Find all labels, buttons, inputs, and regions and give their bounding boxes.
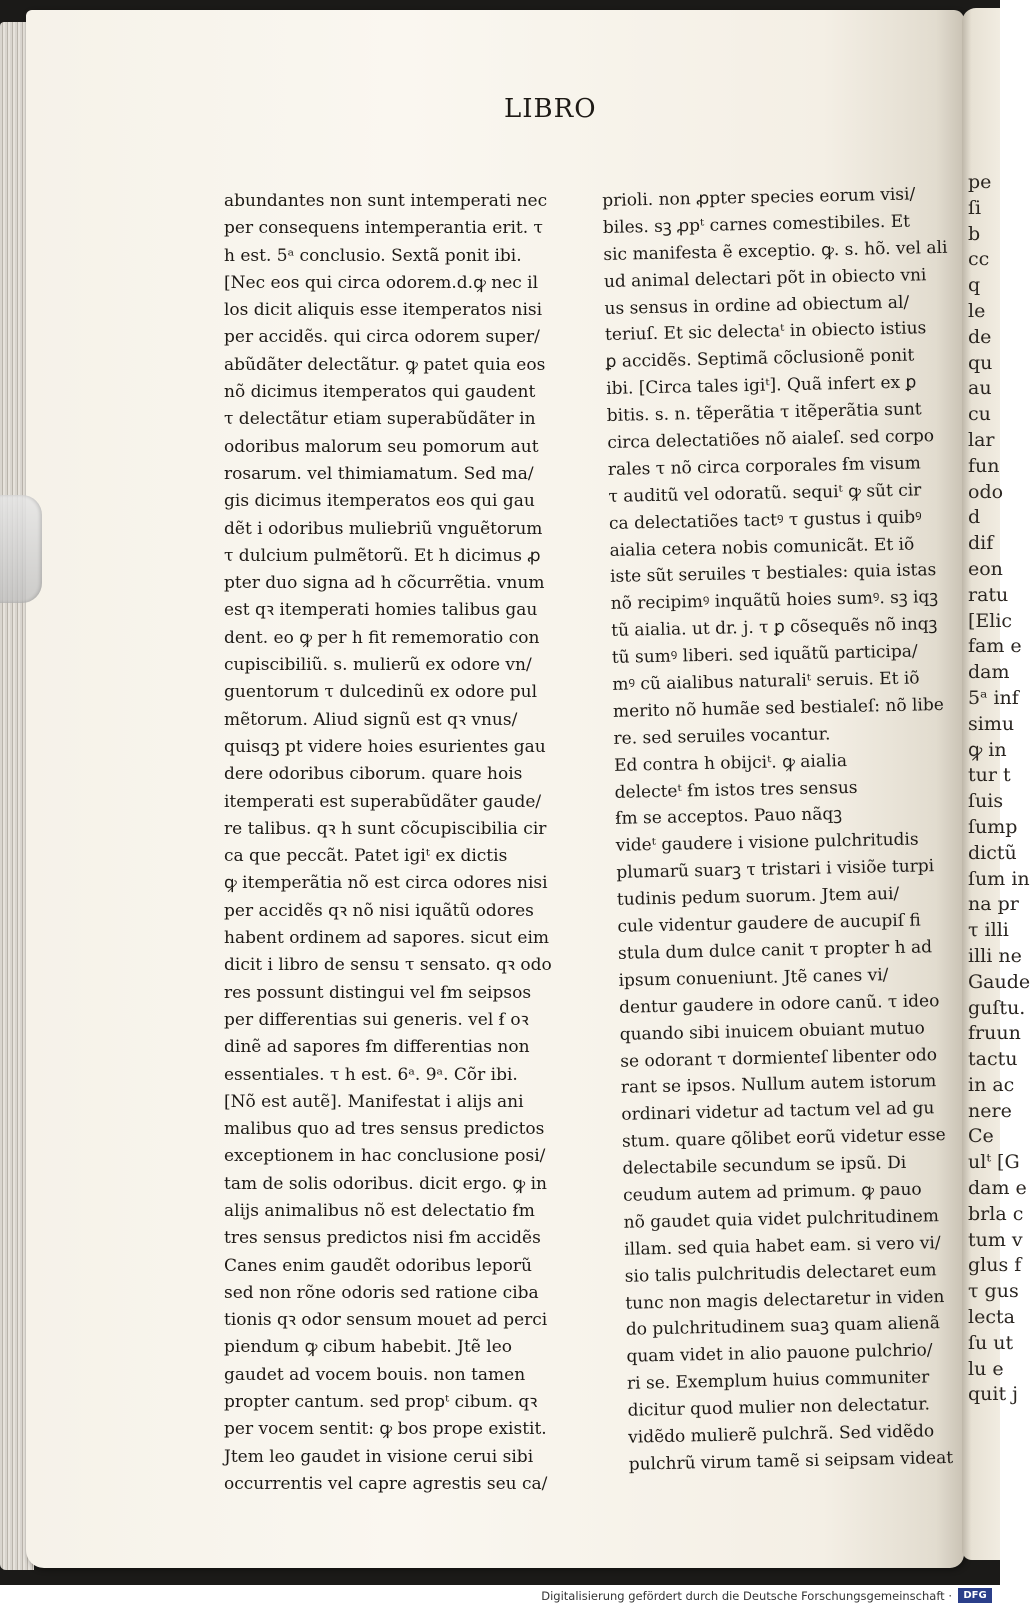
text-line: dam: [968, 661, 1010, 684]
text-column-right: [602, 181, 954, 1478]
text-line: tunc non magis delectaretur in viden: [625, 1286, 945, 1314]
funding-credit: Digitalisierung gefördert durch die Deutsche Forschungsgemeinschaft ·: [541, 1589, 952, 1603]
text-line: na pr: [968, 893, 1019, 916]
text-line: ud animal delectari põt in obiecto vni: [603, 264, 927, 292]
text-line: sed non rõne odoris sed ratione ciba: [224, 1282, 539, 1303]
text-line: ſi: [968, 196, 982, 219]
text-line: occurrentis vel capre agrestis seu ca/: [224, 1473, 548, 1494]
text-line: abũdãter delectãtur. ꝙ patet quia eos: [224, 354, 546, 375]
text-line: tionis qꝛ odor sensum mouet ad perci: [224, 1310, 548, 1331]
text-line: tũ aialia. ut dr. j. τ ꝑ cõsequẽs nõ inqꝫ: [611, 614, 938, 642]
text-line: per accidẽs qꝛ nõ nisi iquãtũ odores: [224, 900, 534, 921]
text-line: le: [968, 299, 986, 322]
text-line: teriuſ. Et sic delectaᵗ in obiecto istius: [604, 318, 927, 346]
text-line: Ed contra h obijciᵗ. ꝙ aialia: [613, 750, 848, 776]
text-line: illi ne: [968, 944, 1022, 967]
text-line: us sensus in ordine ad obiectum al/: [604, 292, 910, 319]
book-clip: [0, 495, 42, 603]
text-line: dicitur quod mulier non delectatur.: [627, 1394, 931, 1421]
text-line: ordinari videtur ad tactum vel ad gu: [621, 1098, 935, 1126]
text-line: au: [968, 377, 992, 400]
text-line: piendum ꝙ cibum habebit. Jtẽ leo: [224, 1337, 512, 1358]
text-line: essentiales. τ h est. 6ᵃ. 9ᵃ. Cõr ibi.: [224, 1064, 518, 1085]
text-line: fam e: [968, 635, 1022, 658]
text-line: odo: [968, 480, 1004, 503]
text-line: per consequens intemperantia erit. τ: [224, 218, 543, 239]
text-line: brla c: [968, 1202, 1024, 1225]
text-line: rosarum. vel thimiamatum. Sed ma/: [224, 463, 534, 484]
text-line: gaudet ad vocem bouis. non tamen: [224, 1364, 526, 1385]
text-line: nõ recipimꝰ inquãtũ hoies sumꝰ. sꝫ iqꝫ: [610, 587, 939, 615]
facing-page-text: [968, 170, 1030, 1408]
text-line: tactu: [968, 1048, 1018, 1071]
text-line: b: [968, 222, 981, 245]
text-line: delectabile secundum se ipsũ. Di: [622, 1152, 907, 1179]
text-line: alijs animalibus nõ est delectatio ẜm: [224, 1200, 535, 1221]
text-line: τ delectãtur etiam superabũdãter in: [224, 409, 536, 430]
text-line: odoribus malorum seu pomorum aut: [224, 436, 539, 457]
text-line: rant se ipsos. Nullum autem istorum: [620, 1071, 937, 1099]
text-line: re talibus. qꝛ h sunt cõcupiscibilia cir: [224, 818, 547, 839]
text-line: guſtu.: [968, 996, 1026, 1019]
text-line: ipsum conueniunt. Jtẽ canes vi/: [618, 965, 889, 991]
text-line: rales τ nõ circa corporales ẜm visum: [607, 453, 922, 480]
text-line: illam. sed quia habet eam. si vero vi/: [624, 1232, 941, 1260]
running-head: LIBRO: [504, 94, 597, 124]
text-line: biles. sꝫ ꝓpᵗ carnes comestibiles. Et: [602, 211, 911, 238]
text-line: ꝙ itemperãtia nõ est circa odores nisi: [224, 873, 548, 894]
text-line: d: [968, 506, 981, 529]
text-line: malibus quo ad tres sensus predictos: [224, 1119, 545, 1140]
text-line: τ dulcium pulmẽtorũ. Et h dicimus ꝓ: [224, 545, 541, 566]
text-line: tudinis pedum suorum. Jtem aui/: [616, 884, 900, 910]
text-line: exceptionem in hac conclusione posi/: [224, 1146, 546, 1167]
text-line: ꝑ accidẽs. Septimã cõclusionẽ ponit: [605, 345, 915, 373]
text-line: glus f: [968, 1254, 1022, 1277]
text-line: per vocem sentit: ꝙ bos prope existit.: [224, 1419, 547, 1440]
text-line: dam e: [968, 1177, 1027, 1200]
text-line: quam videt in alio pauone pulchrio/: [626, 1340, 933, 1368]
text-line: q: [968, 274, 981, 297]
text-line: h est. 5ᵃ conclusio. Sextã ponit ibi.: [224, 245, 522, 266]
text-line: simu: [968, 712, 1015, 735]
text-line: dẽt i odoribus muliebriũ vnguẽtorum: [224, 518, 543, 539]
text-line: nõ dicimus itemperatos qui gaudent: [224, 382, 536, 403]
text-line: ſum in: [968, 867, 1030, 890]
text-line: re. sed seruiles vocantur.: [613, 724, 831, 749]
text-line: delecteᵗ ẜm istos tres sensus: [614, 777, 858, 803]
text-line: nõ gaudet quia videt pulchritudinem: [623, 1206, 940, 1233]
text-line: ẜm se acceptos. Pauo nãqꝫ: [615, 804, 843, 830]
text-line: tam de solis odoribus. dicit ergo. ꝙ in: [224, 1173, 547, 1194]
text-line: circa delectatiões nõ aialeſ. sed corpo: [607, 426, 935, 453]
text-column-left: [224, 188, 552, 1498]
text-line: mꝰ cũ aialibus naturaliᵗ seruis. Et iõ: [612, 668, 920, 695]
text-line: pe: [968, 171, 992, 193]
text-line: quando sibi inuicem obuiant mutuo: [619, 1018, 925, 1045]
text-line: guentorum τ dulcedinũ ex odore pul: [224, 682, 538, 703]
text-line: ibi. [Circa tales igiᵗ]. Quã infert ex ꝑ: [606, 372, 917, 400]
text-line: dicit i libro de sensu τ sensato. qꝛ odo: [224, 955, 552, 976]
text-line: ſump: [968, 815, 1018, 838]
text-line: cule videntur gaudere de aucupiſ fi: [617, 910, 921, 937]
text-line: fruun: [968, 1022, 1021, 1045]
text-line: res possunt distingui vel ẜm seipsos: [224, 982, 532, 1003]
text-line: ꝙ in: [968, 738, 1007, 761]
text-line: ſuis: [968, 790, 1004, 813]
text-line: los dicit aliquis esse itemperatos nisi: [224, 300, 543, 321]
text-line: dif: [968, 532, 994, 555]
text-line: [Nõ est autẽ]. Manifestat i alijs ani: [224, 1091, 524, 1112]
text-line: stum. quare qõlibet eorũ videtur esse: [621, 1125, 946, 1152]
text-line: do pulchritudinem suaꝫ quam alienã: [625, 1313, 941, 1341]
text-line: tum v: [968, 1228, 1023, 1251]
text-line: mẽtorum. Aliud signũ est qꝛ vnus/: [224, 709, 518, 730]
text-line: quisqꝫ pt videre hoies esurientes gau: [224, 736, 546, 757]
text-line: ulᵗ [G: [968, 1151, 1020, 1174]
text-line: abundantes non sunt intemperati nec: [224, 191, 548, 211]
text-line: τ illi: [968, 919, 1009, 942]
text-line: tres sensus predictos nisi ẜm accidẽs: [224, 1228, 541, 1249]
text-line: ſu ut: [968, 1331, 1014, 1354]
text-line: in ac: [968, 1073, 1015, 1096]
text-line: fun: [968, 454, 1000, 477]
text-line: vidẽdo mulierẽ pulchrã. Sed vidẽdo: [627, 1421, 935, 1448]
text-line: per accidẽs. qui circa odorem super/: [224, 327, 540, 348]
text-line: ca delectatiões tactꝰ τ gustus i quibꝰ: [608, 507, 922, 534]
text-line: Canes enim gaudẽt odoribus leporũ: [224, 1255, 532, 1276]
text-line: plumarũ suarꝫ τ tristari i visiõe turpi: [616, 856, 935, 884]
text-line: cupiscibiliũ. s. mulierũ ex odore vn/: [224, 655, 532, 676]
text-line: [Elic: [968, 609, 1013, 632]
text-line: prioli. non ꝓpter species eorum visi/: [602, 184, 916, 211]
footer-bar: [0, 1585, 1000, 1608]
text-line: cc: [968, 248, 990, 271]
text-line: tũ sumꝰ liberi. sed iquãtũ participa/: [611, 641, 918, 669]
text-line: pulchrũ virum tamẽ si seipsam videat: [628, 1447, 954, 1475]
text-line: dere odoribus ciborum. quare hois: [224, 764, 523, 785]
text-line: aialia cetera nobis comunicãt. Et iõ: [609, 534, 915, 561]
text-line: bitis. s. n. tẽperãtia τ itẽperãtia sunt: [606, 399, 922, 427]
text-line: dinẽ ad sapores ẜm differentias non: [224, 1037, 530, 1058]
text-line: [Nec eos qui circa odorem.d.ꝙ nec il: [224, 272, 539, 293]
text-line: qu: [968, 351, 993, 374]
text-line: pter duo signa ad h cõcurrẽtia. vnum: [224, 573, 545, 594]
text-line: tur t: [968, 764, 1011, 787]
dfg-logo-icon: DFG: [958, 1588, 992, 1603]
text-line: ri se. Exemplum huius communiter: [626, 1367, 930, 1394]
text-line: Jtem leo gaudet in visione cerui sibi: [224, 1446, 534, 1467]
text-line: se odorant τ dormienteſ libenter odo: [620, 1044, 938, 1072]
text-line: de: [968, 325, 992, 348]
text-line: sic manifesta ẽ exceptio. ꝙ. s. hõ. vel ali: [603, 237, 948, 265]
text-line: sio talis pulchritudis delectaret eum: [624, 1259, 937, 1287]
text-line: dictũ: [968, 841, 1017, 864]
text-line: eon: [968, 557, 1003, 580]
text-line: quit j: [968, 1383, 1019, 1406]
text-line: 5ᵃ inf: [968, 686, 1019, 709]
text-line: ratu: [968, 583, 1009, 606]
text-line: cu: [968, 403, 991, 426]
text-line: τ gus: [968, 1280, 1019, 1303]
text-line: ca que peccãt. Patet igiᵗ ex dictis: [224, 846, 508, 867]
text-line: est qꝛ itemperati homies talibus gau: [224, 600, 538, 621]
text-line: videᵗ gaudere i visione pulchritudis: [615, 829, 919, 857]
text-line: stula dum dulce canit τ propter h ad: [617, 937, 933, 964]
text-line: merito nõ humãe sed bestialeſ: nõ libe: [612, 694, 944, 722]
text-line: dentur gaudere in odore canũ. τ ideo: [618, 990, 940, 1018]
text-line: lu e: [968, 1357, 1004, 1380]
text-line: lar: [968, 428, 995, 451]
text-line: ceudum autem ad primum. ꝙ pauo: [622, 1179, 922, 1206]
text-line: nere: [968, 1099, 1012, 1122]
text-line: propter cantum. sed propᵗ cibum. qꝛ: [224, 1392, 538, 1413]
text-line: iste sũt seruiles τ bestiales: quia istas: [609, 560, 937, 588]
text-line: dent. eo ꝙ per h fit rememoratio con: [224, 627, 540, 648]
text-line: τ auditũ vel odoratũ. sequiᵗ ꝙ sũt cir: [608, 480, 922, 507]
text-line: habent ordinem ad sapores. sicut eim: [224, 928, 550, 949]
text-line: lecta: [968, 1306, 1015, 1329]
text-line: gis dicimus itemperatos eos qui gau: [224, 491, 535, 512]
text-line: itemperati est superabũdãter gaude/: [224, 791, 542, 812]
text-line: Gaude: [968, 970, 1030, 993]
text-line: per differentias sui generis. vel ẜ oꝛ: [224, 1009, 529, 1030]
text-line: Ce: [968, 1125, 994, 1148]
